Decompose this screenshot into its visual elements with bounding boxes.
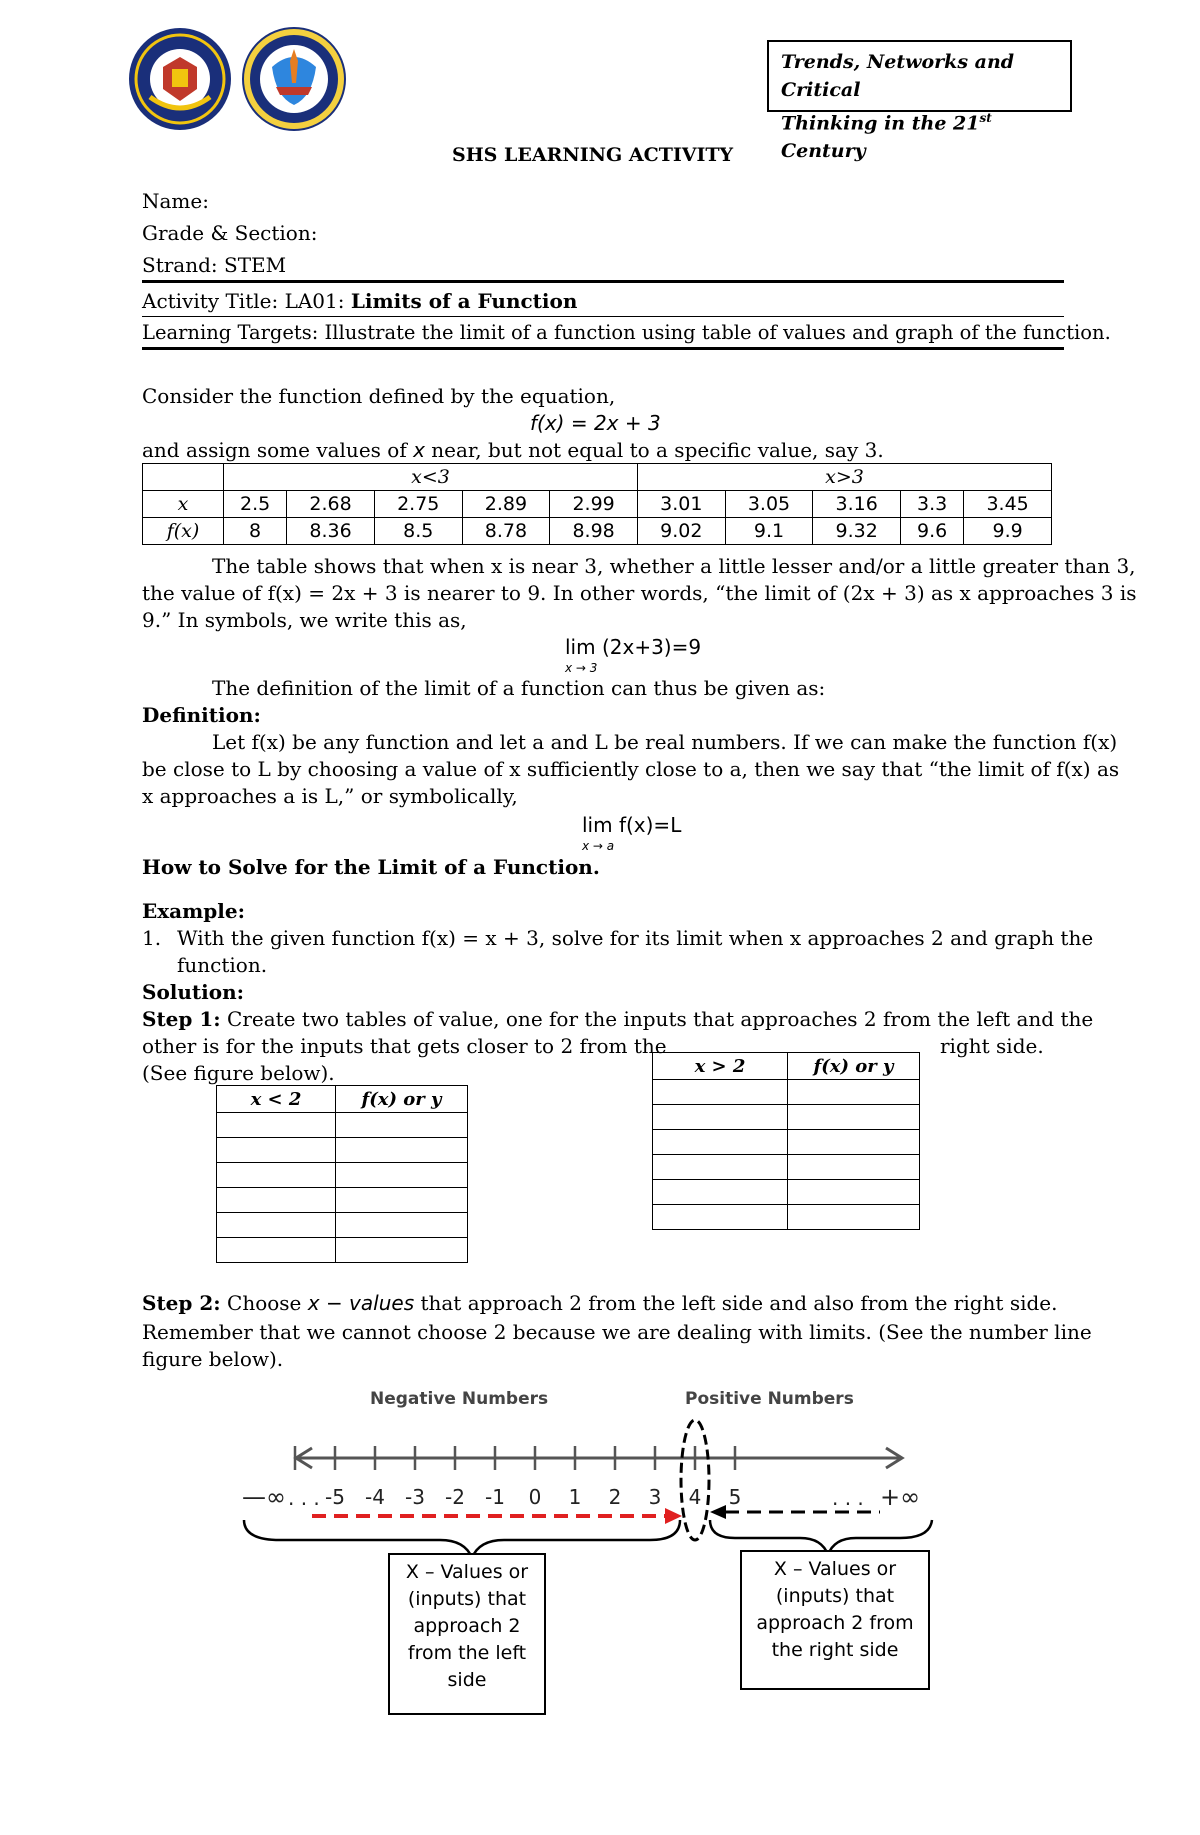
table-cell xyxy=(217,1113,336,1138)
fx-value-cell: 8.5 xyxy=(374,518,462,545)
callout-line: approach 2 xyxy=(413,1615,521,1637)
fx-value-cell: 8.98 xyxy=(550,518,638,545)
fx-value-cell: 9.32 xyxy=(813,518,901,545)
activity-underline xyxy=(142,316,1064,317)
table-cell xyxy=(336,1138,468,1163)
table-row-x xyxy=(143,491,1052,518)
step2-line1: Step 2: Choose x − values that approach 2 from the left side and also from the right side. xyxy=(142,1291,1058,1315)
name-field-label: Name: xyxy=(142,189,209,213)
x-value-cell: 2.5 xyxy=(224,491,287,518)
table-cell xyxy=(788,1155,920,1180)
right-side-header: x>3 xyxy=(637,464,1051,491)
tick-labels xyxy=(325,1485,741,1509)
how-to-heading: How to Solve for the Limit of a Function. xyxy=(142,855,600,879)
table-row xyxy=(217,1238,468,1263)
intro-line1: Consider the function defined by the equation, xyxy=(142,384,616,408)
step1-line2: other is for the inputs that gets closer to 2 from the xyxy=(142,1034,667,1058)
callout-line: X – Values or xyxy=(405,1561,529,1583)
x-value-cell: 2.89 xyxy=(462,491,550,518)
positive-numbers-label: Positive Numbers xyxy=(685,1389,854,1409)
table-cell xyxy=(217,1188,336,1213)
fx-value-cell: 9.6 xyxy=(901,518,964,545)
row-label-x: x xyxy=(143,491,224,518)
tick-label: 3 xyxy=(648,1485,662,1509)
table-cell xyxy=(788,1080,920,1105)
positive-infinity-label: +∞ xyxy=(880,1483,921,1511)
table-cell xyxy=(217,1138,336,1163)
highlight-ellipse-two xyxy=(681,1420,709,1540)
left-table-header-fx: f(x) or y xyxy=(336,1086,468,1113)
explanation-line2: the value of f(x) = 2x + 3 is nearer to 9. In other words, “the limit of (2x + 3) as x approaches 3 is xyxy=(142,581,1137,605)
table-cell xyxy=(336,1113,468,1138)
right-table-header-fx: f(x) or y xyxy=(788,1053,920,1080)
activity-title: Activity Title: LA01: Limits of a Function xyxy=(142,289,578,313)
table-cell xyxy=(217,1213,336,1238)
table-cell xyxy=(336,1188,468,1213)
table-cell xyxy=(217,1163,336,1188)
table-corner-cell xyxy=(143,464,224,491)
x-value-cell: 2.68 xyxy=(287,491,375,518)
table-cell xyxy=(217,1238,336,1263)
callout-line: side xyxy=(447,1669,487,1691)
x-value-cell: 3.01 xyxy=(637,491,725,518)
step2-line2: Remember that we cannot choose 2 because we are dealing with limits. (See the number line xyxy=(142,1320,1092,1344)
x-value-cell: 3.45 xyxy=(964,491,1052,518)
school-seal-logo xyxy=(128,27,233,132)
fx-value-cell: 9.1 xyxy=(725,518,813,545)
x-value-cell: 3.05 xyxy=(725,491,813,518)
table-cell xyxy=(336,1163,468,1188)
callout-line: from the left xyxy=(407,1642,527,1664)
table-row-fx xyxy=(143,518,1052,545)
fx-value-cell: 8 xyxy=(224,518,287,545)
step1-line1: Step 1: Create two tables of value, one for the inputs that approaches 2 from the left and the xyxy=(142,1007,1094,1031)
table-row xyxy=(217,1188,468,1213)
callout-line: the right side xyxy=(771,1639,899,1661)
x-value-cell: 2.99 xyxy=(550,491,638,518)
callout-line: (inputs) that xyxy=(407,1588,527,1610)
table-cell xyxy=(788,1205,920,1230)
definition-line2: be close to L by choosing a value of x sufficiently close to a, then we say that “the limit of f(x) as xyxy=(142,757,1120,781)
example-heading: Example: xyxy=(142,899,245,923)
course-title-line2: Thinking in the 21st Century xyxy=(781,111,992,163)
grade-section-field-label: Grade & Section: xyxy=(142,221,318,245)
fx-value-cell: 8.36 xyxy=(287,518,375,545)
limit-equation-2: lim f(x)=L xyxy=(582,813,682,837)
tick-label: 1 xyxy=(568,1485,582,1509)
strand-field-label: Strand: STEM xyxy=(142,253,287,277)
tick-label: 2 xyxy=(608,1485,622,1509)
right-ellipsis: . . . xyxy=(832,1486,864,1510)
divider-top xyxy=(142,280,1064,283)
limit-equation-1: lim (2x+3)=9 xyxy=(565,635,702,659)
table-cell xyxy=(788,1180,920,1205)
table-header-row xyxy=(143,464,1052,491)
table-cell xyxy=(653,1180,788,1205)
table-cell xyxy=(653,1205,788,1230)
solution-heading: Solution: xyxy=(142,980,245,1004)
table-cell xyxy=(653,1155,788,1180)
step1-line3: (See figure below). xyxy=(142,1061,335,1085)
left-side-callout-box xyxy=(388,1553,546,1715)
table-row xyxy=(217,1213,468,1238)
left-table-header-x: x < 2 xyxy=(217,1086,336,1113)
course-title-box xyxy=(767,40,1072,163)
table-cell xyxy=(788,1105,920,1130)
intro-equation: f(x) = 2x + 3 xyxy=(530,411,661,435)
example-item-line2: function. xyxy=(177,953,268,977)
step1-line2-end: right side. xyxy=(940,1034,1044,1058)
callout-line: X – Values or xyxy=(773,1558,897,1580)
table-row xyxy=(653,1130,920,1155)
table-cell xyxy=(653,1130,788,1155)
tick-label: -4 xyxy=(365,1485,385,1509)
table-cell xyxy=(336,1238,468,1263)
negative-numbers-label: Negative Numbers xyxy=(370,1389,549,1409)
table-header-row xyxy=(653,1053,920,1080)
fx-value-cell: 9.02 xyxy=(637,518,725,545)
left-side-header: x<3 xyxy=(224,464,638,491)
values-table xyxy=(142,463,1052,545)
right-side-callout-box xyxy=(740,1550,930,1690)
table-row xyxy=(653,1205,920,1230)
table-cell xyxy=(788,1130,920,1155)
callout-line: (inputs) that xyxy=(775,1585,895,1607)
table-row xyxy=(217,1138,468,1163)
definition-line1: Let f(x) be any function and let a and L be real numbers. If we can make the function f(x) xyxy=(212,730,1118,754)
definition-intro: The definition of the limit of a function can thus be given as: xyxy=(212,676,826,700)
explanation-line3: 9.” In symbols, we write this as, xyxy=(142,608,467,632)
table-row xyxy=(217,1113,468,1138)
explanation-line1: The table shows that when x is near 3, whether a little lesser and/or a little greater than 3, xyxy=(212,554,1136,578)
step2-line3: figure below). xyxy=(142,1347,284,1371)
x-value-cell: 2.75 xyxy=(374,491,462,518)
table-row xyxy=(653,1155,920,1180)
tick-label: 0 xyxy=(528,1485,542,1509)
negative-infinity-label: —∞ xyxy=(242,1483,286,1511)
table-row xyxy=(653,1080,920,1105)
fx-value-cell: 9.9 xyxy=(964,518,1052,545)
table-cell xyxy=(653,1105,788,1130)
right-values-table xyxy=(652,1052,920,1230)
limit-equation-2-subscript: x → a xyxy=(582,839,615,853)
learning-targets: Learning Targets: Illustrate the limit of a function using table of values and graph of the function. xyxy=(142,321,1111,344)
definition-line3: x approaches a is L,” or symbolically, xyxy=(142,784,518,808)
tick-label: 5 xyxy=(728,1485,742,1509)
limit-equation-1-subscript: x → 3 xyxy=(565,661,598,675)
callout-line: approach 2 from xyxy=(756,1612,914,1634)
x-value-cell: 3.16 xyxy=(813,491,901,518)
definition-heading: Definition: xyxy=(142,703,261,727)
page-title: SHS LEARNING ACTIVITY xyxy=(452,144,734,166)
tick-label: -1 xyxy=(485,1485,505,1509)
table-cell xyxy=(653,1080,788,1105)
left-ellipsis: . . . xyxy=(288,1486,320,1510)
x-value-cell: 3.3 xyxy=(901,491,964,518)
table-row xyxy=(653,1105,920,1130)
tick-label: 4 xyxy=(688,1485,702,1509)
example-item-line1: With the given function f(x) = x + 3, solve for its limit when x approaches 2 and graph the xyxy=(177,926,1094,950)
department-of-education-logo xyxy=(242,27,347,132)
right-approach-arrowhead xyxy=(710,1505,726,1519)
fx-value-cell: 8.78 xyxy=(462,518,550,545)
table-row xyxy=(653,1180,920,1205)
tick-label: -2 xyxy=(445,1485,465,1509)
tick-label: -3 xyxy=(405,1485,425,1509)
right-table-header-x: x > 2 xyxy=(653,1053,788,1080)
row-label-fx: f(x) xyxy=(143,518,224,545)
course-title-line1: Trends, Networks and Critical xyxy=(781,51,1015,101)
left-values-table xyxy=(216,1085,468,1263)
intro-line2: and assign some values of x near, but not equal to a specific value, say 3. xyxy=(142,438,884,462)
example-item-number: 1. xyxy=(142,926,162,950)
table-cell xyxy=(336,1213,468,1238)
table-header-row xyxy=(217,1086,468,1113)
table-row xyxy=(217,1163,468,1188)
tick-label: -5 xyxy=(325,1485,345,1509)
divider-bottom xyxy=(142,347,1064,350)
